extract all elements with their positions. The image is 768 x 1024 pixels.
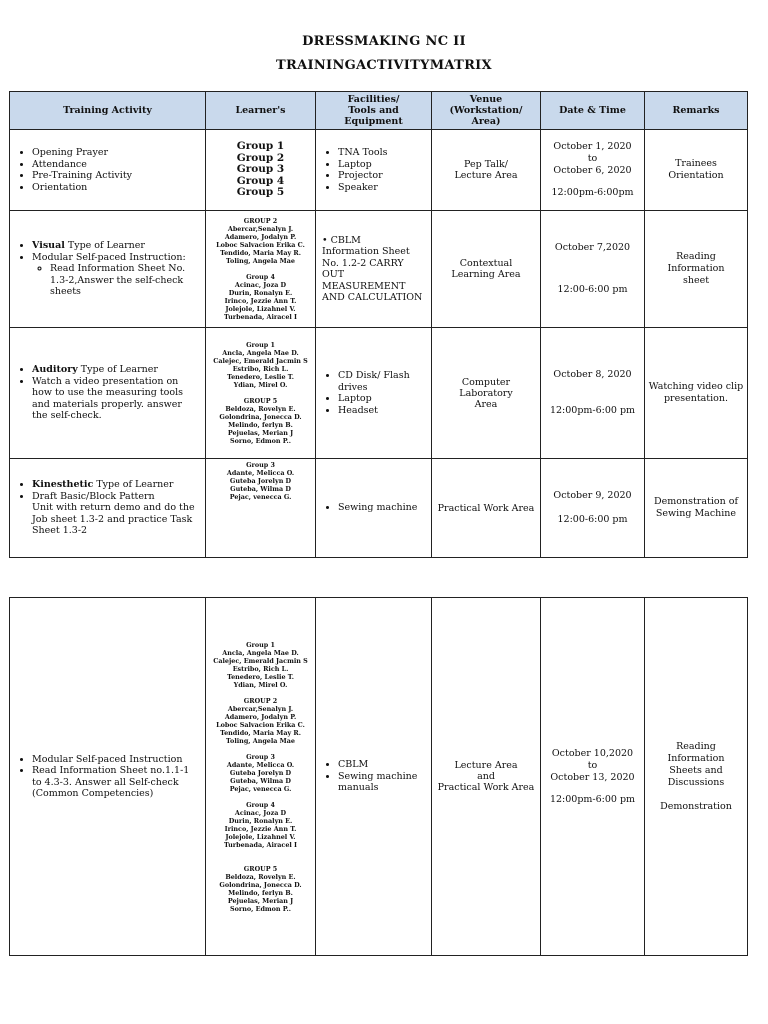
- remarks-line: sheet: [682, 275, 710, 286]
- learner-name: Tenedero, Leslie T.: [227, 672, 294, 681]
- venue-cell: [432, 211, 541, 328]
- date-line: to: [587, 153, 598, 164]
- learner-name: Adamero, Jodalyn P.: [224, 712, 297, 721]
- learner-name: Golondrina, Jonecca D.: [219, 413, 302, 421]
- remarks-line: Demonstration of: [654, 496, 738, 507]
- activity-line: Job sheet 1.3-2 and practice Task: [32, 513, 193, 525]
- group-title: Group 3: [246, 752, 275, 761]
- remarks-line: Discussions: [667, 776, 725, 788]
- learner-name: Pejuelas, Merian J: [227, 896, 294, 905]
- list-item: • Opening Prayer: [32, 147, 203, 159]
- venue-line: and: [477, 771, 495, 782]
- activity-line: to 4.3-3. Answer all Self-check: [32, 776, 179, 788]
- remarks-cell: [645, 598, 748, 956]
- list-item: • Watch a video presentation on how to use the measuring tools and materials properly. answer the self-check.: [32, 376, 203, 422]
- table-row: [10, 598, 748, 956]
- document-title: DRESSMAKING NC II: [302, 34, 466, 49]
- venue-cell: [432, 598, 541, 956]
- date-line: October 13, 2020: [550, 771, 635, 783]
- training-matrix-table: [9, 91, 748, 558]
- venue-line: Learning Area: [451, 269, 521, 280]
- date-time-cell: [541, 130, 645, 211]
- activity-cell: [10, 328, 206, 459]
- header-training-activity: Training Activity: [10, 92, 206, 130]
- table-row: [10, 130, 748, 211]
- header-remarks: Remarks: [645, 92, 748, 130]
- activity-cell: [10, 130, 206, 211]
- group-title: Group 4: [246, 800, 275, 809]
- facility-line: AND CALCULATION: [322, 292, 423, 303]
- header-facilities: Facilities/ Tools and Equipment: [316, 92, 432, 130]
- learner-name: Durin, Ronalyn E.: [228, 816, 293, 825]
- venue-line: Practical Work Area: [437, 782, 535, 793]
- date-time-cell: [541, 598, 645, 956]
- remarks-cell: [645, 211, 748, 328]
- sub-list-item: ◦ Read Information Sheet No. 1.3-2,Answer the self-check sheets: [50, 263, 203, 298]
- list-item: • Modular Self-paced Instruction:: [32, 252, 203, 264]
- group-title: Group 4: [246, 273, 275, 281]
- learner-name: Irinco, Jezzie Ann T.: [224, 824, 297, 833]
- learner-name: Tendido, Maria May R.: [220, 728, 301, 737]
- list-item: • CBLM: [338, 759, 429, 771]
- list-item: • Draft Basic/Block Pattern: [32, 491, 203, 503]
- facility-line: No. 1.2-2 CARRY: [322, 257, 404, 269]
- venue-line: Contextual: [459, 258, 513, 269]
- list-item: • Headset: [338, 405, 429, 417]
- learner-type-keyword: Auditory: [32, 364, 78, 376]
- remarks-line: Reading Information: [667, 251, 725, 274]
- facilities-cell: [316, 328, 432, 459]
- remarks-cell: [645, 328, 748, 459]
- list-item: • Auditory Type of Learner: [32, 364, 203, 376]
- venue-line: Lecture Area: [454, 760, 518, 771]
- learner-name: Pejuelas, Merian J: [227, 429, 294, 437]
- time-line: 12:00-6:00 pm: [557, 284, 628, 295]
- list-item: • Pre-Training Activity: [32, 170, 203, 182]
- date-line: October 1, 2020: [553, 141, 632, 152]
- learner-name: Adante, Melicca O.: [226, 469, 295, 477]
- learner-type-keyword: Visual: [32, 240, 65, 252]
- learners-cell: [206, 459, 316, 558]
- learner-name: Estribo, Rich L.: [232, 664, 289, 673]
- group-title: Group 3: [246, 461, 275, 469]
- learner-name: Ydian, Mirel O.: [233, 381, 288, 389]
- venue-line: Area: [474, 398, 498, 410]
- group-title: GROUP 5: [243, 397, 278, 405]
- table-row: [10, 211, 748, 328]
- group-title: Group 1: [246, 640, 275, 649]
- learner-name: Sorno, Edmon P..: [229, 904, 292, 913]
- list-item: • Sewing machine: [338, 502, 429, 514]
- venue-cell: [432, 130, 541, 211]
- activity-cell: [10, 211, 206, 328]
- learners-cell: [206, 328, 316, 459]
- learner-name: Golondrina, Jonecca D.: [219, 880, 302, 889]
- document-subtitle: TRAININGACTIVITYMATRIX: [276, 58, 492, 73]
- time-line: 12:00-6:00 pm: [557, 514, 628, 525]
- learner-name: Ydian, Mirel O.: [233, 680, 288, 689]
- learner-name: Sorno, Edmon P..: [229, 437, 292, 445]
- learner-name: Beldoza, Rovelyn E.: [225, 872, 296, 881]
- activity-cell: [10, 598, 206, 956]
- learner-name: Beldoza, Rovelyn E.: [225, 405, 296, 413]
- learner-name: Toling, Angela Mae: [226, 257, 295, 265]
- table-header-row: [10, 92, 748, 130]
- list-item: • Modular Self-paced Instruction: [32, 754, 203, 766]
- group-title: GROUP 2: [243, 217, 278, 225]
- list-item: • Speaker: [338, 182, 429, 194]
- learners-cell: [206, 211, 316, 328]
- date-line: October 7,2020: [554, 242, 631, 253]
- learner-name: Jolejole, Lizahnel V.: [225, 832, 296, 841]
- activity-line: Unit with return demo and do the: [32, 502, 195, 514]
- learner-type-keyword: Kinesthetic: [32, 479, 94, 491]
- group-title: Group 1: [246, 341, 275, 349]
- date-time-cell: [541, 211, 645, 328]
- learner-name: Durin, Ronalyn E.: [228, 289, 293, 297]
- facility-line: OUT MEASUREMENT: [322, 269, 406, 292]
- learner-name: Tenedero, Leslie T.: [227, 373, 294, 381]
- time-line: 12:00pm-6:00 pm: [549, 405, 636, 416]
- header-learners: Learner's: [206, 92, 316, 130]
- learner-name: Estribo, Rich L.: [232, 365, 289, 373]
- learner-name: Adamero, Jodalyn P.: [224, 233, 297, 241]
- learner-name: Guteba, Wilma D: [230, 485, 291, 493]
- facility-line: Information Sheet: [322, 246, 410, 257]
- learner-name: Melindo, ferlyn B.: [228, 421, 293, 429]
- group-label: Group 3: [236, 163, 285, 176]
- remarks-line: presentation.: [663, 393, 729, 404]
- time-line: 12:00pm-6:00 pm: [549, 793, 636, 805]
- remarks-cell: Trainees Orientation: [645, 130, 748, 211]
- list-item: • Orientation: [32, 182, 203, 194]
- activity-line: Sheet 1.3-2: [32, 525, 88, 537]
- remarks-cell: [645, 459, 748, 558]
- venue-cell: Practical Work Area: [432, 459, 541, 558]
- list-item: • CD Disk/ Flash drives: [338, 370, 429, 393]
- remarks-line: Reading Information: [667, 740, 725, 764]
- date-time-cell: [541, 328, 645, 459]
- group-title: GROUP 5: [243, 864, 278, 873]
- venue-line: Pep Talk/: [464, 159, 508, 170]
- learner-name: Guteba, Wilma D: [230, 776, 291, 785]
- activity-cell: [10, 459, 206, 558]
- table-row: [10, 328, 748, 459]
- learner-name: Turbenada, Airacel I: [223, 840, 298, 849]
- learner-name: Ancla, Angela Mae D.: [222, 648, 299, 657]
- learner-name: Loboc Salvacion Erika C.: [216, 720, 305, 729]
- activity-line: (Common Competencies): [32, 788, 154, 799]
- list-item: • Visual Type of Learner: [32, 240, 203, 252]
- list-item: • Sewing machine manuals: [338, 771, 429, 794]
- learner-name: Melindo, ferlyn B.: [228, 888, 293, 897]
- venue-cell: [432, 328, 541, 459]
- learner-name: Pejac, venecca G.: [229, 784, 292, 793]
- facilities-cell: [316, 459, 432, 558]
- header-date-time: Date & Time: [541, 92, 645, 130]
- date-line: October 10,2020: [551, 747, 634, 759]
- date-line: October 9, 2020: [553, 490, 632, 501]
- learners-cell: [206, 130, 316, 211]
- facilities-cell: [316, 211, 432, 328]
- list-item: • Laptop: [338, 159, 429, 171]
- learner-name: Pejac, venecca G.: [229, 493, 292, 501]
- date-time-cell: [541, 459, 645, 558]
- date-line: October 8, 2020: [553, 369, 632, 380]
- remarks-line: Sewing Machine: [655, 508, 737, 519]
- list-item: • Projector: [338, 170, 429, 182]
- learner-name: Calejec, Emerald Jacmin S: [213, 357, 308, 365]
- learners-cell: [206, 598, 316, 956]
- learner-name: Jolejole, Lizahnel V.: [225, 305, 296, 313]
- remarks-line: Demonstration: [660, 800, 732, 812]
- learner-name: Adante, Melicca O.: [226, 760, 295, 769]
- time-line: 12:00pm-6:00pm: [551, 187, 634, 198]
- group-label: Group 5: [236, 186, 285, 199]
- learner-name: Calejec, Emerald Jacmin S: [213, 656, 308, 665]
- learner-name: Abercar,Senalyn J.: [227, 704, 294, 713]
- learner-name: Acinac, Joza D: [234, 808, 287, 817]
- learner-name: Turbenada, Airacel I: [223, 313, 298, 321]
- learner-name: Irinco, Jezzie Ann T.: [224, 297, 297, 305]
- learner-name: Toling, Angela Mae: [226, 736, 295, 745]
- list-item: • Kinesthetic Type of Learner: [32, 479, 203, 491]
- facilities-cell: [316, 598, 432, 956]
- list-item: • Read Information Sheet no.1.1-1: [32, 765, 203, 777]
- remarks-line: Watching video clip: [648, 381, 744, 392]
- learner-name: Loboc Salvacion Erika C.: [216, 241, 305, 249]
- group-label: Group 2: [236, 151, 285, 164]
- learner-name: Tendido, Maria May R.: [220, 249, 301, 257]
- date-line: to: [587, 759, 598, 771]
- learner-name: Acinac, Joza D: [234, 281, 287, 289]
- list-item: • TNA Tools: [338, 147, 429, 159]
- group-label: Group 1: [236, 140, 285, 153]
- list-item: • Attendance: [32, 159, 203, 171]
- learner-name: Ancla, Angela Mae D.: [222, 349, 299, 357]
- venue-line: Computer Laboratory: [459, 376, 513, 399]
- training-matrix-table-continued: [9, 597, 748, 956]
- table-row: [10, 459, 748, 558]
- learner-name: Guteba Jorelyn D: [229, 768, 292, 777]
- learner-name: Guteba Jorelyn D: [229, 477, 292, 485]
- facility-line: • CBLM: [322, 234, 361, 246]
- date-line: October 6, 2020: [553, 165, 632, 176]
- list-item: • Laptop: [338, 393, 429, 405]
- remarks-line: Sheets and: [669, 764, 723, 776]
- group-label: Group 4: [236, 174, 285, 187]
- facilities-cell: [316, 130, 432, 211]
- venue-line: Lecture Area: [454, 170, 518, 181]
- group-title: GROUP 2: [243, 696, 278, 705]
- learner-name: Abercar,Senalyn J.: [227, 225, 294, 233]
- header-venue: Venue (Workstation/ Area): [432, 92, 541, 130]
